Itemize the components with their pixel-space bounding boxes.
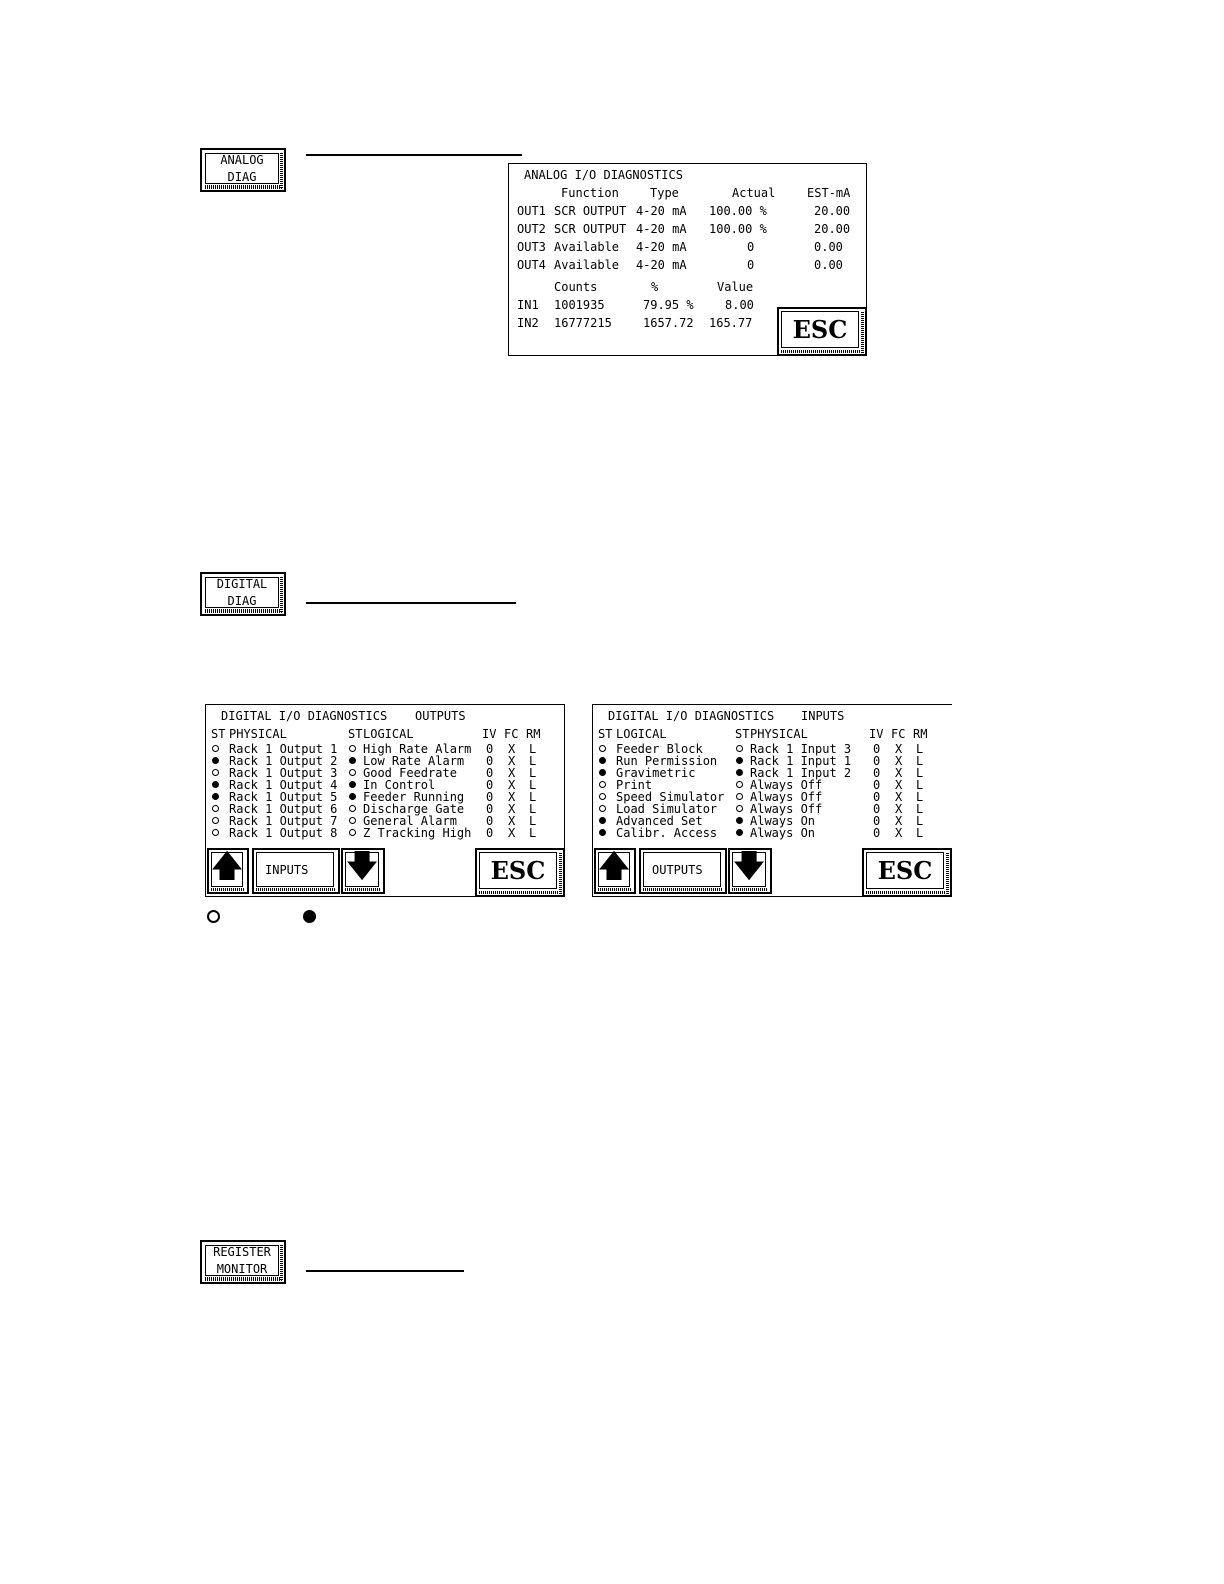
row-col2: Always Off: [750, 790, 823, 804]
row-fc: X: [895, 790, 903, 804]
status-on-legend-icon: [303, 910, 316, 923]
register-monitor-key-line2: MONITOR: [216, 1261, 268, 1276]
row-col1: Gravimetric: [616, 766, 696, 780]
row-col1: Rack 1 Output 5: [229, 790, 338, 804]
status-dot-icon: [599, 817, 606, 824]
row-rm: L: [529, 814, 537, 828]
status-dot-icon: [599, 805, 606, 812]
row-col2: Always Off: [750, 778, 823, 792]
col-header-est-ma: EST-mA: [807, 186, 851, 200]
row-iv: 0: [873, 814, 881, 828]
col-header-logical: LOGICAL: [616, 727, 667, 741]
digital-diag-key-line2: DIAG: [227, 593, 257, 608]
status-dot-icon: [212, 769, 219, 776]
status-dot-icon: [736, 781, 743, 788]
row-iv: 0: [486, 790, 494, 804]
outputs-nav-button[interactable]: [639, 848, 727, 894]
row-rm: L: [916, 802, 924, 816]
key-shadow: [205, 185, 282, 189]
register-heading-underline: [306, 1270, 464, 1272]
input-percent: 79.95 %: [643, 298, 694, 312]
output-function: Available: [554, 240, 620, 254]
esc-button[interactable]: [777, 307, 867, 356]
status-dot-icon: [599, 757, 606, 764]
row-col2: Always On: [750, 826, 816, 840]
row-rm: L: [916, 790, 924, 804]
col-header-physical: PHYSICAL: [229, 727, 287, 741]
row-col2: Rack 1 Input 2: [750, 766, 852, 780]
output-type: 4-20 mA: [636, 240, 687, 254]
row-rm: L: [529, 790, 537, 804]
row-fc: X: [508, 790, 516, 804]
status-dot-icon: [349, 829, 356, 836]
col-header-st: ST: [348, 727, 363, 741]
row-col2: Good Feedrate: [363, 766, 457, 780]
row-col2: In Control: [363, 778, 436, 792]
status-dot-icon: [736, 805, 743, 812]
esc-label: ESC: [479, 852, 557, 889]
row-iv: 0: [873, 778, 881, 792]
scroll-down-button[interactable]: [728, 848, 772, 894]
status-dot-icon: [212, 757, 219, 764]
analog-diag-key-line1: ANALOG: [220, 152, 264, 167]
button-shadow: [559, 852, 562, 894]
row-rm: L: [529, 742, 537, 756]
row-rm: L: [529, 766, 537, 780]
col-header-actual: Actual: [732, 186, 776, 200]
input-counts: 16777215: [554, 316, 612, 330]
screen-mode: INPUTS: [801, 709, 845, 723]
row-rm: L: [529, 802, 537, 816]
esc-label: ESC: [866, 852, 944, 889]
button-shadow: [256, 888, 336, 891]
esc-button[interactable]: [862, 848, 952, 897]
row-col2: Rack 1 Input 3: [750, 742, 852, 756]
row-col1: Rack 1 Output 7: [229, 814, 338, 828]
col-header-fc: FC: [504, 727, 519, 741]
output-name: OUT2: [517, 222, 546, 236]
esc-label: ESC: [781, 311, 859, 348]
digital-heading-underline: [306, 602, 516, 604]
row-fc: X: [895, 778, 903, 792]
status-dot-icon: [599, 793, 606, 800]
output-type: 4-20 mA: [636, 258, 687, 272]
row-col1: Run Permission: [616, 754, 718, 768]
col-header-logical: LOGICAL: [363, 727, 414, 741]
row-iv: 0: [873, 766, 881, 780]
status-dot-icon: [599, 781, 606, 788]
row-iv: 0: [486, 766, 494, 780]
row-iv: 0: [873, 826, 881, 840]
scroll-up-button[interactable]: [594, 848, 636, 894]
col-header-type: Type: [650, 186, 679, 200]
row-fc: X: [508, 754, 516, 768]
screen-title: ANALOG I/O DIAGNOSTICS: [524, 168, 683, 182]
row-rm: L: [529, 754, 537, 768]
output-est: 0.00: [814, 258, 843, 272]
button-shadow: [732, 888, 768, 891]
row-fc: X: [508, 826, 516, 840]
row-fc: X: [895, 802, 903, 816]
row-col2: General Alarm: [363, 814, 457, 828]
status-dot-icon: [599, 769, 606, 776]
down-arrow-icon: 🡇: [345, 852, 379, 887]
row-fc: X: [895, 814, 903, 828]
key-shadow: [205, 1277, 282, 1281]
status-dot-icon: [349, 757, 356, 764]
row-rm: L: [529, 778, 537, 792]
status-dot-icon: [212, 805, 219, 812]
output-type: 4-20 mA: [636, 204, 687, 218]
col-header-physical: PHYSICAL: [750, 727, 808, 741]
row-iv: 0: [486, 742, 494, 756]
digital-inputs-screen: [592, 704, 952, 897]
row-col1: Print: [616, 778, 653, 792]
row-fc: X: [508, 766, 516, 780]
row-col1: Feeder Block: [616, 742, 703, 756]
outputs-nav-label: OUTPUTS: [643, 852, 721, 887]
row-rm: L: [916, 778, 924, 792]
register-monitor-key-line1: REGISTER: [213, 1244, 271, 1259]
status-dot-icon: [736, 769, 743, 776]
row-iv: 0: [486, 802, 494, 816]
row-col2: Always On: [750, 814, 816, 828]
status-dot-icon: [212, 793, 219, 800]
col-header-st: ST: [735, 727, 750, 741]
output-function: Available: [554, 258, 620, 272]
input-value: 8.00: [725, 298, 754, 312]
key-shadow: [280, 1245, 283, 1280]
col-header-fc: FC: [891, 727, 906, 741]
status-dot-icon: [212, 781, 219, 788]
output-est: 20.00: [814, 222, 851, 236]
screen-title: DIGITAL I/O DIAGNOSTICS: [221, 709, 388, 723]
output-actual: 0: [747, 240, 755, 254]
digital-diag-key-face: [205, 577, 279, 608]
row-fc: X: [508, 802, 516, 816]
col-header-rm: RM: [913, 727, 928, 741]
row-col1: Advanced Set: [616, 814, 703, 828]
row-col1: Rack 1 Output 3: [229, 766, 338, 780]
row-col1: Rack 1 Output 1: [229, 742, 338, 756]
screen-title: DIGITAL I/O DIAGNOSTICS: [608, 709, 775, 723]
row-fc: X: [895, 826, 903, 840]
scroll-up-button[interactable]: [207, 848, 249, 894]
digital-diag-key[interactable]: [200, 572, 286, 616]
output-actual: 100.00 %: [709, 204, 767, 218]
output-name: OUT3: [517, 240, 546, 254]
col-header-iv: IV: [869, 727, 884, 741]
status-dot-icon: [349, 745, 356, 752]
analog-diagnostics-screen: [508, 163, 867, 356]
button-shadow: [211, 888, 245, 891]
status-dot-icon: [736, 817, 743, 824]
button-shadow: [345, 888, 381, 891]
input-value: 165.77: [709, 316, 753, 330]
row-fc: X: [508, 778, 516, 792]
status-dot-icon: [349, 769, 356, 776]
row-col2: Feeder Running: [363, 790, 465, 804]
col-header-st: ST: [211, 727, 226, 741]
analog-diag-key-line2: DIAG: [227, 169, 257, 184]
status-dot-icon: [599, 745, 606, 752]
row-fc: X: [508, 814, 516, 828]
row-col1: Speed Simulator: [616, 790, 725, 804]
row-iv: 0: [486, 778, 494, 792]
output-name: OUT1: [517, 204, 546, 218]
status-off-legend-icon: [207, 910, 220, 923]
input-name: IN2: [517, 316, 539, 330]
esc-button[interactable]: [475, 848, 565, 897]
row-col2: Low Rate Alarm: [363, 754, 465, 768]
col-header-rm: RM: [526, 727, 541, 741]
row-rm: L: [529, 826, 537, 840]
button-shadow: [866, 891, 948, 894]
button-shadow: [861, 311, 864, 353]
status-dot-icon: [349, 781, 356, 788]
button-shadow: [781, 350, 863, 353]
row-iv: 0: [873, 802, 881, 816]
row-iv: 0: [873, 790, 881, 804]
row-fc: X: [895, 754, 903, 768]
row-col1: Rack 1 Output 2: [229, 754, 338, 768]
up-arrow-icon: 🡅: [598, 852, 630, 887]
status-dot-icon: [212, 745, 219, 752]
row-iv: 0: [873, 754, 881, 768]
scroll-down-button[interactable]: [341, 848, 385, 894]
status-dot-icon: [599, 829, 606, 836]
status-dot-icon: [736, 829, 743, 836]
row-rm: L: [916, 766, 924, 780]
row-col1: Calibr. Access: [616, 826, 718, 840]
digital-outputs-screen: [205, 704, 565, 897]
down-arrow-icon: 🡇: [732, 852, 766, 887]
row-rm: L: [916, 754, 924, 768]
col-header-value: Value: [717, 280, 754, 294]
analog-diag-key-face: [205, 153, 279, 184]
row-col1: Rack 1 Output 4: [229, 778, 338, 792]
register-monitor-key[interactable]: [200, 1240, 286, 1284]
digital-diag-key-line1: DIGITAL: [216, 576, 268, 591]
row-rm: L: [916, 814, 924, 828]
status-dot-icon: [736, 793, 743, 800]
status-dot-icon: [349, 793, 356, 800]
row-iv: 0: [486, 754, 494, 768]
col-header-iv: IV: [482, 727, 497, 741]
inputs-nav-label: INPUTS: [256, 852, 334, 887]
output-name: OUT4: [517, 258, 546, 272]
button-shadow: [479, 891, 561, 894]
row-iv: 0: [873, 742, 881, 756]
row-col1: Load Simulator: [616, 802, 718, 816]
row-fc: X: [895, 742, 903, 756]
key-shadow: [280, 577, 283, 612]
row-col2: Discharge Gate: [363, 802, 465, 816]
row-iv: 0: [486, 814, 494, 828]
inputs-nav-button[interactable]: [252, 848, 340, 894]
button-shadow: [946, 852, 949, 894]
row-col2: High Rate Alarm: [363, 742, 472, 756]
row-fc: X: [508, 742, 516, 756]
analog-heading-underline: [306, 154, 522, 156]
button-shadow: [598, 888, 632, 891]
button-shadow: [643, 888, 723, 891]
input-counts: 1001935: [554, 298, 605, 312]
input-percent: 1657.72: [643, 316, 694, 330]
inputs-rows: [593, 743, 952, 843]
screen-mode: OUTPUTS: [415, 709, 466, 723]
input-name: IN1: [517, 298, 539, 312]
key-shadow: [280, 153, 283, 188]
col-header-percent: %: [651, 280, 659, 294]
status-dot-icon: [736, 745, 743, 752]
row-col2: Z Tracking High: [363, 826, 472, 840]
status-dot-icon: [736, 757, 743, 764]
status-dot-icon: [212, 817, 219, 824]
row-fc: X: [895, 766, 903, 780]
status-dot-icon: [212, 829, 219, 836]
row-col2: Rack 1 Input 1: [750, 754, 852, 768]
output-type: 4-20 mA: [636, 222, 687, 236]
register-monitor-key-face: [205, 1245, 279, 1276]
key-shadow: [205, 609, 282, 613]
row-rm: L: [916, 742, 924, 756]
up-arrow-icon: 🡅: [211, 852, 243, 887]
output-actual: 0: [747, 258, 755, 272]
analog-diag-key[interactable]: [200, 148, 286, 192]
row-col2: Always Off: [750, 802, 823, 816]
outputs-rows: [206, 743, 564, 843]
row-rm: L: [916, 826, 924, 840]
col-header-st: ST: [598, 727, 613, 741]
output-function: SCR OUTPUT: [554, 222, 627, 236]
row-iv: 0: [486, 826, 494, 840]
status-dot-icon: [349, 817, 356, 824]
row-col1: Rack 1 Output 8: [229, 826, 338, 840]
output-est: 0.00: [814, 240, 843, 254]
row-col1: Rack 1 Output 6: [229, 802, 338, 816]
col-header-function: Function: [561, 186, 619, 200]
output-actual: 100.00 %: [709, 222, 767, 236]
col-header-counts: Counts: [554, 280, 598, 294]
output-function: SCR OUTPUT: [554, 204, 627, 218]
status-dot-icon: [349, 805, 356, 812]
output-est: 20.00: [814, 204, 851, 218]
